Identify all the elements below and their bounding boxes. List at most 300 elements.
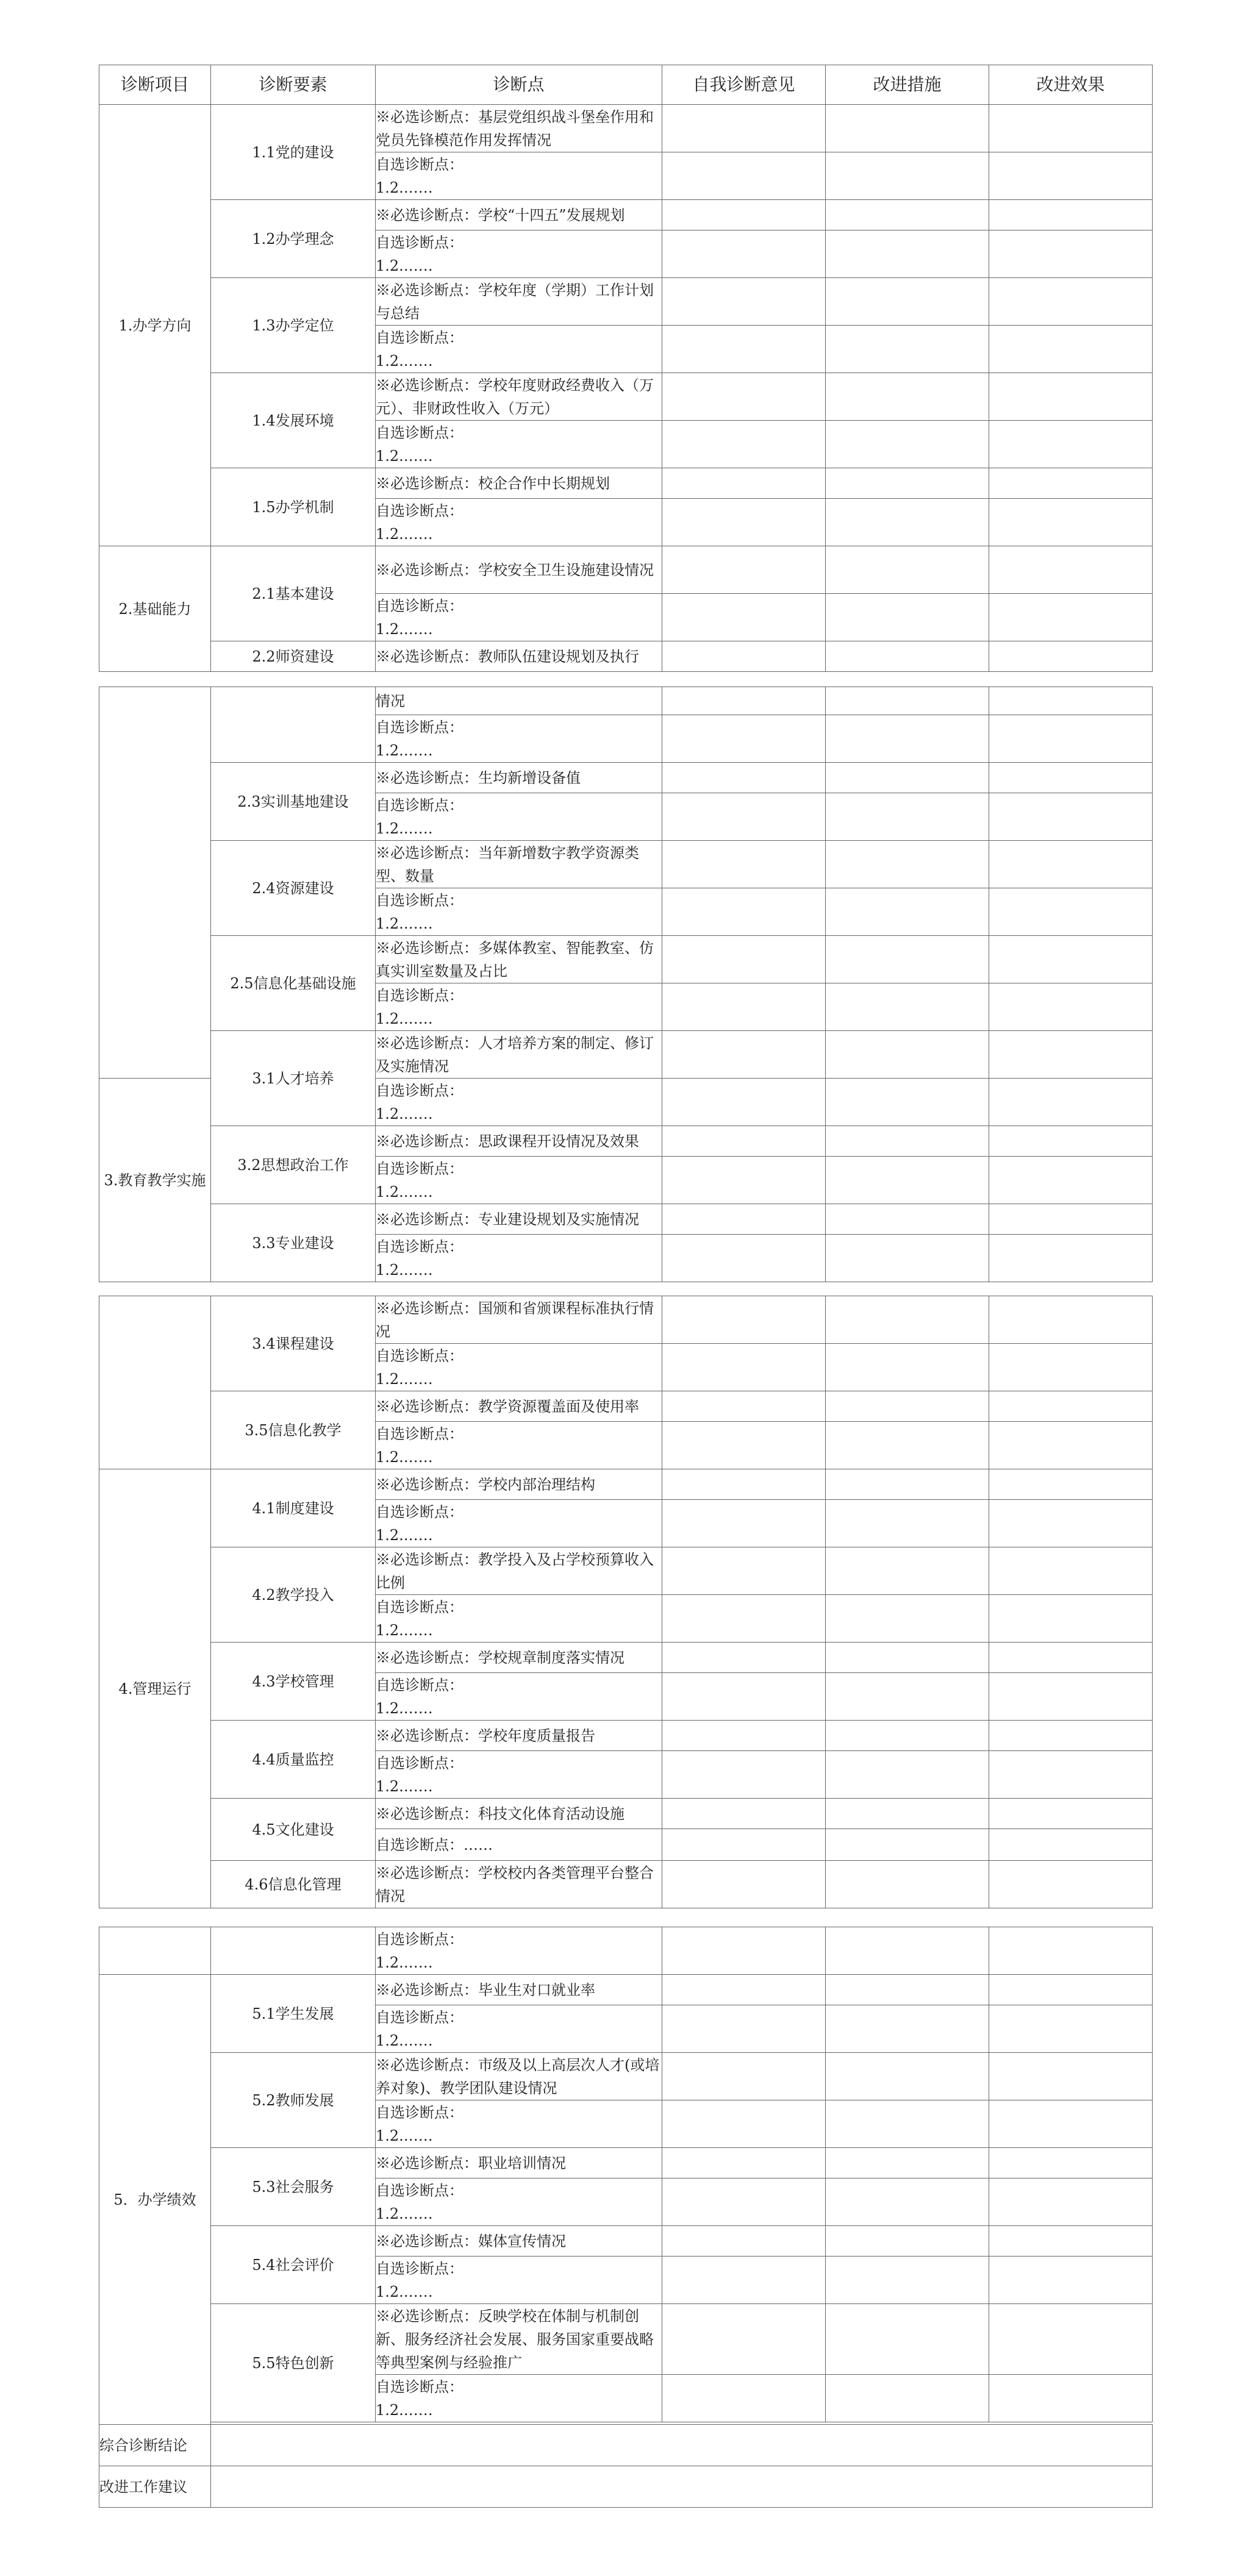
category-cell: 5．办学绩效 <box>99 1975 211 2425</box>
effect-input[interactable] <box>989 1721 1153 1751</box>
optional-point <box>376 1157 662 1204</box>
self-diagnosis-input[interactable] <box>662 1126 826 1157</box>
self-diagnosis-input[interactable] <box>662 230 826 278</box>
effect-input[interactable] <box>989 2257 1153 2304</box>
table-row <box>99 2053 1153 2100</box>
suggestion-input[interactable] <box>211 2466 1153 2508</box>
optional-item: 1.2.…… <box>376 1105 433 1122</box>
effect-input[interactable] <box>989 687 1153 715</box>
optional-item: 1.2.…… <box>376 1953 433 1971</box>
measures-input[interactable] <box>826 763 989 793</box>
optional-item: 1.2.…… <box>376 741 433 759</box>
measures-input[interactable] <box>826 1751 989 1799</box>
self-diagnosis-input[interactable] <box>662 1469 826 1500</box>
effect-input[interactable] <box>989 594 1153 641</box>
self-diagnosis-input[interactable] <box>662 841 826 888</box>
effect-input[interactable] <box>989 1751 1153 1799</box>
measures-input[interactable] <box>826 1721 989 1751</box>
measures-input[interactable] <box>826 2226 989 2257</box>
table-row <box>99 1296 1153 1344</box>
table-row <box>99 1799 1153 1829</box>
element-cell: 4.3学校管理 <box>211 1643 376 1721</box>
effect-input[interactable] <box>989 1829 1153 1861</box>
table-row <box>99 1643 1153 1673</box>
self-diagnosis-input[interactable] <box>662 1079 826 1126</box>
optional-point <box>376 2100 662 2148</box>
optional-point <box>376 499 662 546</box>
optional-point <box>376 1500 662 1547</box>
self-diagnosis-input[interactable] <box>662 421 826 468</box>
self-diagnosis-input[interactable] <box>662 1799 826 1829</box>
table-row <box>99 687 1153 715</box>
optional-point <box>376 888 662 936</box>
measures-input[interactable] <box>826 1799 989 1829</box>
optional-label: 自选诊断点： <box>376 155 463 173</box>
table-page-1 <box>99 65 1152 672</box>
effect-input[interactable] <box>989 715 1153 763</box>
measures-input[interactable] <box>826 888 989 936</box>
suggestion-label: 改进工作建议 <box>99 2466 211 2508</box>
optional-point <box>376 1344 662 1391</box>
optional-point <box>376 152 662 200</box>
optional-label: 自选诊断点： <box>376 1754 463 1772</box>
header-self-diagnosis: 自我诊断意见 <box>662 65 826 105</box>
measures-input[interactable] <box>826 278 989 326</box>
self-diagnosis-input[interactable] <box>662 1422 826 1469</box>
required-point: ※必选诊断点：学校内部治理结构 <box>376 1469 662 1500</box>
self-diagnosis-input[interactable] <box>662 1595 826 1643</box>
self-diagnosis-input[interactable] <box>662 1547 826 1595</box>
effect-input[interactable] <box>989 2304 1153 2375</box>
self-diagnosis-input[interactable] <box>662 1204 826 1235</box>
measures-input[interactable] <box>826 326 989 373</box>
required-point: ※必选诊断点：思政课程开设情况及效果 <box>376 1126 662 1157</box>
effect-input[interactable] <box>989 1296 1153 1344</box>
measures-input[interactable] <box>826 1927 989 1975</box>
optional-item: 1.2.…… <box>376 1621 433 1639</box>
required-point: ※必选诊断点：职业培训情况 <box>376 2148 662 2178</box>
diagnosis-table-part-3 <box>99 1296 1153 1908</box>
header-row <box>99 65 1153 105</box>
element-cell: 5.5特色创新 <box>211 2304 376 2422</box>
optional-point <box>376 421 662 468</box>
self-diagnosis-input[interactable] <box>662 105 826 152</box>
element-cell: 4.1制度建设 <box>211 1469 376 1547</box>
effect-input[interactable] <box>989 373 1153 421</box>
effect-input[interactable] <box>989 1927 1153 1975</box>
self-diagnosis-input[interactable] <box>662 373 826 421</box>
effect-input[interactable] <box>989 105 1153 152</box>
table-row <box>99 1126 1153 1157</box>
optional-label: 自选诊断点： <box>376 718 463 736</box>
element-cell: 3.4课程建设 <box>211 1296 376 1391</box>
header-point: 诊断点 <box>376 65 662 105</box>
table-row <box>99 1204 1153 1235</box>
effect-input[interactable] <box>989 2100 1153 2148</box>
measures-input[interactable] <box>826 1975 989 2005</box>
measures-input[interactable] <box>826 1861 989 1908</box>
measures-input[interactable] <box>826 1126 989 1157</box>
self-diagnosis-input[interactable] <box>662 687 826 715</box>
optional-item: 1.2.…… <box>376 2283 433 2300</box>
conclusion-row <box>99 2425 1153 2466</box>
optional-item: 1.2.…… <box>376 1699 433 1717</box>
measures-input[interactable] <box>826 230 989 278</box>
optional-label: 自选诊断点： <box>376 2182 463 2199</box>
optional-item: 1.2.…… <box>376 2127 433 2144</box>
element-cell-continued <box>211 1927 376 1975</box>
header-element: 诊断要素 <box>211 65 376 105</box>
table-row <box>99 1861 1153 1908</box>
measures-input[interactable] <box>826 1031 989 1079</box>
required-point: ※必选诊断点：生均新增设备值 <box>376 763 662 793</box>
effect-input[interactable] <box>989 2005 1153 2053</box>
effect-input[interactable] <box>989 1643 1153 1673</box>
effect-input[interactable] <box>989 841 1153 888</box>
diagnosis-table-part-1 <box>99 65 1153 672</box>
self-diagnosis-input[interactable] <box>662 1927 826 1975</box>
element-cell-continued <box>211 687 376 763</box>
measures-input[interactable] <box>826 594 989 641</box>
optional-label: 自选诊断点： <box>376 796 463 814</box>
self-diagnosis-input[interactable] <box>662 594 826 641</box>
effect-input[interactable] <box>989 230 1153 278</box>
required-point: ※必选诊断点：专业建设规划及实施情况 <box>376 1204 662 1235</box>
measures-input[interactable] <box>826 1500 989 1547</box>
effect-input[interactable] <box>989 2375 1153 2422</box>
measures-input[interactable] <box>826 687 989 715</box>
self-diagnosis-input[interactable] <box>662 2100 826 2148</box>
self-diagnosis-input[interactable] <box>662 468 826 499</box>
required-point: ※必选诊断点：教学资源覆盖面及使用率 <box>376 1391 662 1422</box>
optional-point <box>376 715 662 763</box>
measures-input[interactable] <box>826 373 989 421</box>
conclusion-label: 综合诊断结论 <box>99 2425 211 2466</box>
table-row <box>99 546 1153 594</box>
measures-input[interactable] <box>826 2178 989 2226</box>
self-diagnosis-input[interactable] <box>662 1391 826 1422</box>
conclusion-input[interactable] <box>211 2425 1153 2466</box>
table-row <box>99 468 1153 499</box>
optional-label: 自选诊断点： <box>376 1676 463 1694</box>
table-row <box>99 936 1153 983</box>
table-row <box>99 1391 1153 1422</box>
effect-input[interactable] <box>989 1031 1153 1079</box>
measures-input[interactable] <box>826 841 989 888</box>
optional-label: 自选诊断点： <box>376 1930 463 1948</box>
optional-item: 1.2.…… <box>376 2032 433 2049</box>
measures-input[interactable] <box>826 2148 989 2178</box>
self-diagnosis-input[interactable] <box>662 1157 826 1204</box>
required-point: ※必选诊断点：毕业生对口就业率 <box>376 1975 662 2005</box>
measures-input[interactable] <box>826 2375 989 2422</box>
table-page-2 <box>99 687 1152 1282</box>
table-row <box>99 1927 1153 1975</box>
optional-point <box>376 1235 662 1282</box>
self-diagnosis-input[interactable] <box>662 152 826 200</box>
measures-input[interactable] <box>826 1235 989 1282</box>
effect-input[interactable] <box>989 1799 1153 1829</box>
optional-label: 自选诊断点： <box>376 597 463 615</box>
table-row <box>99 373 1153 421</box>
table-row <box>99 105 1153 152</box>
category-cell-continued <box>99 687 211 1079</box>
optional-point <box>376 2257 662 2304</box>
table-row <box>99 763 1153 793</box>
table-row <box>99 1721 1153 1751</box>
measures-input[interactable] <box>826 2053 989 2100</box>
measures-input[interactable] <box>826 641 989 672</box>
element-cell: 1.2办学理念 <box>211 200 376 278</box>
measures-input[interactable] <box>826 421 989 468</box>
effect-input[interactable] <box>989 421 1153 468</box>
optional-label: 自选诊断点： <box>376 1598 463 1616</box>
category-cell-continued <box>99 1927 211 1975</box>
optional-item: 1.2.…… <box>376 525 433 543</box>
element-cell: 4.2教学投入 <box>211 1547 376 1643</box>
element-cell: 3.2思想政治工作 <box>211 1126 376 1204</box>
optional-item: 1.2.…… <box>376 1370 433 1388</box>
element-cell: 4.5文化建设 <box>211 1799 376 1861</box>
element-cell: 3.1人才培养 <box>211 1031 376 1126</box>
table-page-4 <box>99 1927 1152 2508</box>
required-point: ※必选诊断点：学校年度质量报告 <box>376 1721 662 1751</box>
self-diagnosis-input[interactable] <box>662 715 826 763</box>
measures-input[interactable] <box>826 499 989 546</box>
self-diagnosis-input[interactable] <box>662 278 826 326</box>
table-row <box>99 1975 1153 2005</box>
self-diagnosis-input[interactable] <box>662 793 826 841</box>
element-cell: 5.2教师发展 <box>211 2053 376 2148</box>
optional-point <box>376 230 662 278</box>
effect-input[interactable] <box>989 1469 1153 1500</box>
effect-input[interactable] <box>989 499 1153 546</box>
optional-label: 自选诊断点： <box>376 1082 463 1099</box>
measures-input[interactable] <box>826 1079 989 1126</box>
self-diagnosis-input[interactable] <box>662 2005 826 2053</box>
measures-input[interactable] <box>826 1422 989 1469</box>
effect-input[interactable] <box>989 200 1153 230</box>
table-row <box>99 2304 1153 2375</box>
measures-input[interactable] <box>826 468 989 499</box>
effect-input[interactable] <box>989 468 1153 499</box>
effect-input[interactable] <box>989 2178 1153 2226</box>
optional-point <box>376 793 662 841</box>
self-diagnosis-input[interactable] <box>662 1296 826 1344</box>
required-point: ※必选诊断点：当年新增数字教学资源类型、数量 <box>376 841 662 888</box>
self-diagnosis-input[interactable] <box>662 1344 826 1391</box>
measures-input[interactable] <box>826 2257 989 2304</box>
effect-input[interactable] <box>989 888 1153 936</box>
element-cell: 1.4发展环境 <box>211 373 376 468</box>
self-diagnosis-input[interactable] <box>662 1235 826 1282</box>
required-point: ※必选诊断点：科技文化体育活动设施 <box>376 1799 662 1829</box>
effect-input[interactable] <box>989 1157 1153 1204</box>
optional-item: 1.2.…… <box>376 1261 433 1279</box>
measures-input[interactable] <box>826 105 989 152</box>
element-cell: 4.6信息化管理 <box>211 1861 376 1908</box>
measures-input[interactable] <box>826 1547 989 1595</box>
optional-item: 1.2.…… <box>376 2205 433 2222</box>
optional-label: 自选诊断点： <box>376 424 463 441</box>
measures-input[interactable] <box>826 1344 989 1391</box>
measures-input[interactable] <box>826 1296 989 1344</box>
required-point: ※必选诊断点：学校安全卫生设施建设情况 <box>376 546 662 594</box>
self-diagnosis-input[interactable] <box>662 1829 826 1861</box>
required-point: ※必选诊断点：学校年度（学期）工作计划与总结 <box>376 278 662 326</box>
element-cell: 1.3办学定位 <box>211 278 376 373</box>
required-point: ※必选诊断点：市级及以上高层次人才(或培养对象)、教学团队建设情况 <box>376 2053 662 2100</box>
table-row <box>99 841 1153 888</box>
effect-input[interactable] <box>989 1204 1153 1235</box>
category-cell-continued <box>99 1296 211 1469</box>
effect-input[interactable] <box>989 1344 1153 1391</box>
self-diagnosis-input[interactable] <box>662 1643 826 1673</box>
measures-input[interactable] <box>826 200 989 230</box>
required-point: ※必选诊断点：基层党组织战斗堡垒作用和党员先锋模范作用发挥情况 <box>376 105 662 152</box>
self-diagnosis-input[interactable] <box>662 1975 826 2005</box>
optional-item: 1.2.…… <box>376 620 433 638</box>
self-diagnosis-input[interactable] <box>662 499 826 546</box>
self-diagnosis-input[interactable] <box>662 326 826 373</box>
measures-input[interactable] <box>826 793 989 841</box>
effect-input[interactable] <box>989 1079 1153 1126</box>
optional-label: 自选诊断点： <box>376 1160 463 1177</box>
effect-input[interactable] <box>989 983 1153 1031</box>
required-point: ※必选诊断点：人才培养方案的制定、修订及实施情况 <box>376 1031 662 1079</box>
self-diagnosis-input[interactable] <box>662 888 826 936</box>
measures-input[interactable] <box>826 1469 989 1500</box>
effect-input[interactable] <box>989 2053 1153 2100</box>
optional-item: 1.2.…… <box>376 2401 433 2419</box>
self-diagnosis-input[interactable] <box>662 2375 826 2422</box>
measures-input[interactable] <box>826 2005 989 2053</box>
optional-item: 1.2.…… <box>376 1777 433 1795</box>
optional-item: 1.2.…… <box>376 447 433 465</box>
optional-label: 自选诊断点： <box>376 1425 463 1443</box>
effect-input[interactable] <box>989 152 1153 200</box>
element-cell: 2.5信息化基础设施 <box>211 936 376 1031</box>
optional-item: 1.2.…… <box>376 1010 433 1027</box>
self-diagnosis-input[interactable] <box>662 936 826 983</box>
self-diagnosis-input[interactable] <box>662 2148 826 2178</box>
self-diagnosis-input[interactable] <box>662 2257 826 2304</box>
table-row <box>99 2226 1153 2257</box>
effect-input[interactable] <box>989 936 1153 983</box>
measures-input[interactable] <box>826 936 989 983</box>
effect-input[interactable] <box>989 1975 1153 2005</box>
effect-input[interactable] <box>989 763 1153 793</box>
effect-input[interactable] <box>989 1500 1153 1547</box>
effect-input[interactable] <box>989 1861 1153 1908</box>
measures-input[interactable] <box>826 1391 989 1422</box>
self-diagnosis-input[interactable] <box>662 1751 826 1799</box>
required-point: ※必选诊断点：教学投入及占学校预算收入比例 <box>376 1547 662 1595</box>
required-point: ※必选诊断点：国颁和省颁课程标准执行情况 <box>376 1296 662 1344</box>
measures-input[interactable] <box>826 715 989 763</box>
effect-input[interactable] <box>989 546 1153 594</box>
effect-input[interactable] <box>989 1235 1153 1282</box>
optional-item: 1.2.…… <box>376 915 433 932</box>
optional-label: 自选诊断点： <box>376 987 463 1004</box>
self-diagnosis-input[interactable] <box>662 1673 826 1721</box>
self-diagnosis-input[interactable] <box>662 1861 826 1908</box>
optional-point <box>376 1927 662 1975</box>
optional-label: 自选诊断点： <box>376 891 463 909</box>
self-diagnosis-input[interactable] <box>662 546 826 594</box>
table-row <box>99 278 1153 326</box>
optional-label: 自选诊断点： <box>376 502 463 519</box>
measures-input[interactable] <box>826 2100 989 2148</box>
measures-input[interactable] <box>826 1829 989 1861</box>
category-cell: 1.办学方向 <box>99 105 211 546</box>
element-cell: 5.1学生发展 <box>211 1975 376 2053</box>
measures-input[interactable] <box>826 1595 989 1643</box>
effect-input[interactable] <box>989 1391 1153 1422</box>
effect-input[interactable] <box>989 326 1153 373</box>
effect-input[interactable] <box>989 641 1153 672</box>
self-diagnosis-input[interactable] <box>662 2053 826 2100</box>
self-diagnosis-input[interactable] <box>662 1031 826 1079</box>
self-diagnosis-input[interactable] <box>662 763 826 793</box>
effect-input[interactable] <box>989 1126 1153 1157</box>
table-row <box>99 200 1153 230</box>
element-cell: 2.1基本建设 <box>211 546 376 641</box>
effect-input[interactable] <box>989 1547 1153 1595</box>
required-point: ※必选诊断点：学校“十四五”发展规划 <box>376 200 662 230</box>
self-diagnosis-input[interactable] <box>662 641 826 672</box>
measures-input[interactable] <box>826 1673 989 1721</box>
measures-input[interactable] <box>826 152 989 200</box>
optional-item: …… <box>463 1836 493 1854</box>
effect-input[interactable] <box>989 1595 1153 1643</box>
required-point: ※必选诊断点：学校规章制度落实情况 <box>376 1643 662 1673</box>
element-cell: 3.3专业建设 <box>211 1204 376 1282</box>
effect-input[interactable] <box>989 793 1153 841</box>
self-diagnosis-input[interactable] <box>662 200 826 230</box>
effect-input[interactable] <box>989 278 1153 326</box>
measures-input[interactable] <box>826 1204 989 1235</box>
measures-input[interactable] <box>826 1643 989 1673</box>
optional-point <box>376 1751 662 1799</box>
effect-input[interactable] <box>989 1422 1153 1469</box>
element-cell: 5.4社会评价 <box>211 2226 376 2304</box>
self-diagnosis-input[interactable] <box>662 1721 826 1751</box>
required-point: ※必选诊断点：媒体宣传情况 <box>376 2226 662 2257</box>
element-cell: 4.4质量监控 <box>211 1721 376 1799</box>
self-diagnosis-input[interactable] <box>662 2304 826 2375</box>
table-row <box>99 2148 1153 2178</box>
measures-input[interactable] <box>826 2304 989 2375</box>
self-diagnosis-input[interactable] <box>662 1500 826 1547</box>
required-point: ※必选诊断点：校企合作中长期规划 <box>376 468 662 499</box>
header-measures: 改进措施 <box>826 65 989 105</box>
category-cell: 3.教育教学实施 <box>99 1079 211 1282</box>
effect-input[interactable] <box>989 1673 1153 1721</box>
measures-input[interactable] <box>826 546 989 594</box>
effect-input[interactable] <box>989 2226 1153 2257</box>
effect-input[interactable] <box>989 2148 1153 2178</box>
optional-point <box>376 1673 662 1721</box>
measures-input[interactable] <box>826 1157 989 1204</box>
self-diagnosis-input[interactable] <box>662 2226 826 2257</box>
measures-input[interactable] <box>826 983 989 1031</box>
required-point: ※必选诊断点：学校校内各类管理平台整合情况 <box>376 1861 662 1908</box>
self-diagnosis-input[interactable] <box>662 983 826 1031</box>
self-diagnosis-input[interactable] <box>662 2178 826 2226</box>
diagnosis-table-part-2 <box>99 687 1153 1282</box>
optional-point <box>376 983 662 1031</box>
